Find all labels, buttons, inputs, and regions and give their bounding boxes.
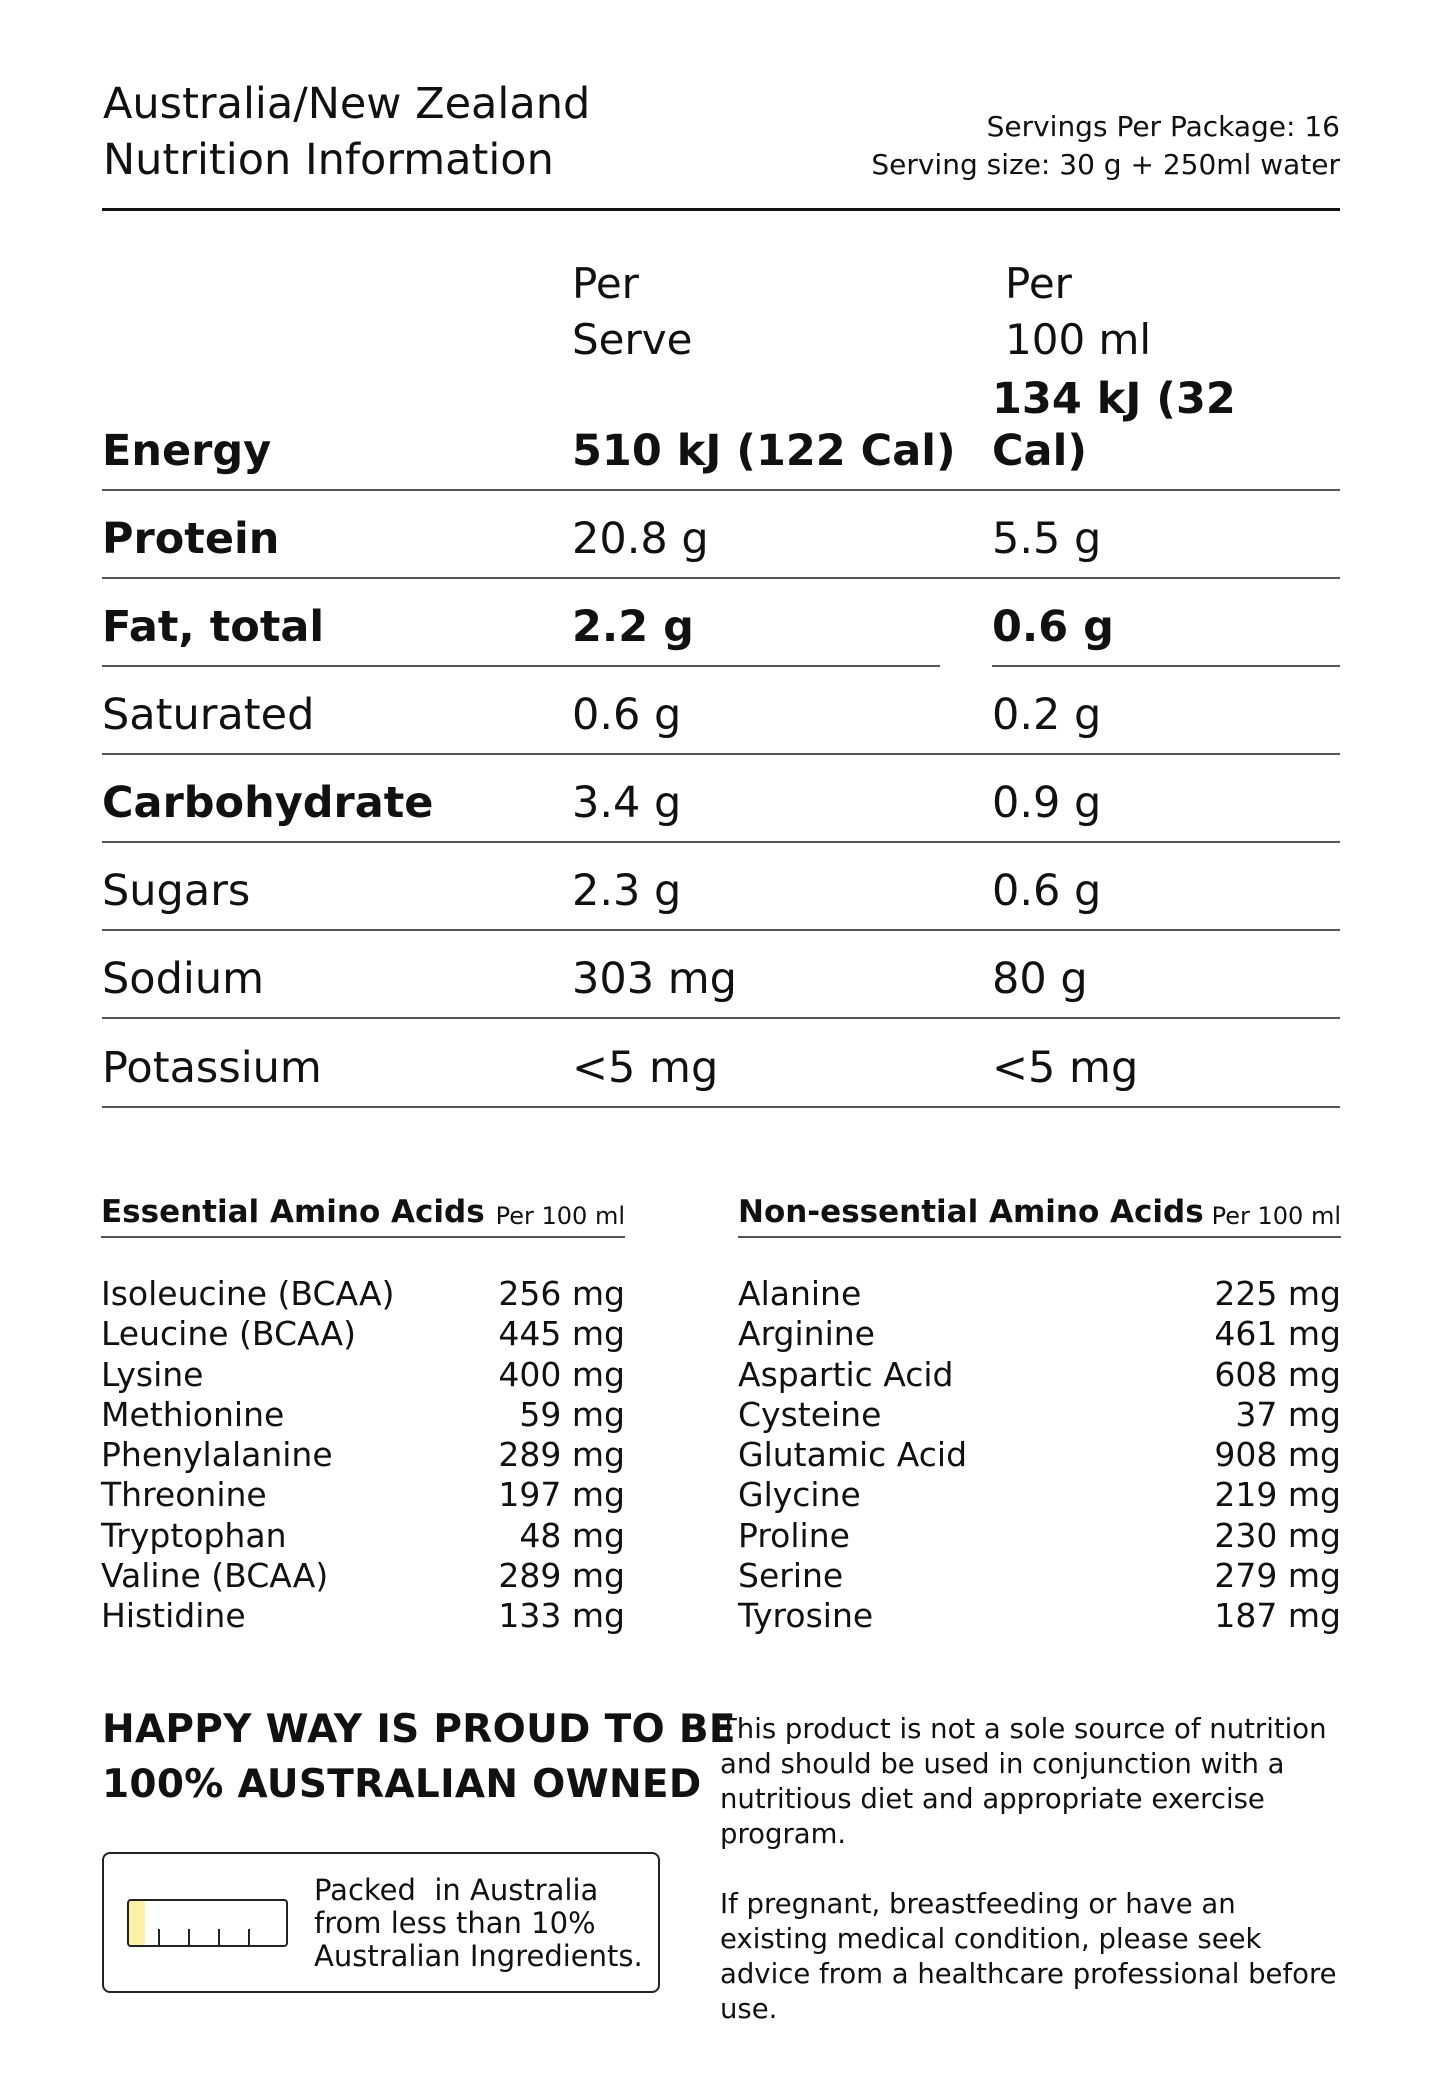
amino-name: Aspartic Acid — [738, 1354, 954, 1394]
list-item — [101, 1435, 625, 1475]
nutrient-per-100ml: 80 g — [992, 954, 1088, 1004]
row-divider — [102, 1106, 1340, 1108]
amino-value: 197 mg — [498, 1475, 625, 1515]
list-item — [101, 1596, 625, 1636]
list-item — [738, 1516, 1341, 1556]
nutrient-per-100ml: 0.2 g — [992, 690, 1102, 740]
page-title — [103, 76, 590, 188]
amino-value: 59 mg — [519, 1394, 625, 1434]
essential-list — [101, 1274, 625, 1637]
packed-line-2: from less than 10% — [314, 1906, 596, 1940]
amino-name: Serine — [738, 1556, 844, 1596]
list-item — [101, 1274, 625, 1314]
amino-value: 219 mg — [1214, 1475, 1341, 1515]
amino-value: 230 mg — [1214, 1515, 1341, 1555]
essential-title: Essential Amino Acids — [101, 1194, 485, 1230]
amino-name: Glutamic Acid — [738, 1435, 968, 1475]
bar-tick — [248, 1929, 250, 1945]
amino-name: Proline — [738, 1515, 850, 1555]
nutrient-label: Carbohydrate — [102, 778, 434, 828]
nutrient-per-serve: 2.2 g — [572, 602, 694, 652]
nutrient-per-100ml: <5 mg — [992, 1043, 1139, 1093]
bar-tick — [188, 1929, 190, 1945]
nonessential-list — [738, 1274, 1341, 1637]
nutrient-per-100ml: 134 kJ (32 Cal) — [992, 374, 1236, 476]
nutrient-per-serve: 20.8 g — [572, 514, 709, 564]
list-item — [738, 1314, 1341, 1354]
list-item — [101, 1475, 625, 1515]
list-item — [101, 1516, 625, 1556]
title-line-1: Australia/New Zealand — [103, 79, 591, 129]
list-item — [738, 1274, 1341, 1314]
bar-tick — [158, 1929, 160, 1945]
amino-name: Cysteine — [738, 1394, 882, 1434]
amino-name: Threonine — [101, 1475, 267, 1515]
nutrient-per-serve: 2.3 g — [572, 866, 682, 916]
nutrient-per-serve: 0.6 g — [572, 690, 682, 740]
nutrient-per-serve: 303 mg — [572, 954, 737, 1004]
amino-value: 37 mg — [1235, 1394, 1341, 1434]
list-item — [101, 1314, 625, 1354]
nutrient-per-100ml: 0.6 g — [992, 602, 1114, 652]
list-item — [738, 1596, 1341, 1636]
essential-per: Per 100 ml — [495, 1202, 625, 1230]
amino-name: Tyrosine — [738, 1596, 874, 1636]
amino-value: 400 mg — [498, 1354, 625, 1394]
amino-value: 187 mg — [1214, 1596, 1341, 1636]
amino-name: Alanine — [738, 1274, 862, 1313]
packed-line-3: Australian Ingredients. — [314, 1939, 643, 1973]
amino-name: Isoleucine (BCAA) — [101, 1274, 395, 1313]
nonessential-amino-acids — [738, 1196, 1341, 1637]
proud-line-2: 100% AUSTRALIAN OWNED — [102, 1762, 702, 1807]
nutrient-row-saturated — [102, 667, 1340, 755]
nutrient-label: Sugars — [102, 866, 251, 916]
amino-value: 256 mg — [498, 1274, 625, 1313]
nutrient-row-sugars — [102, 843, 1340, 931]
australian-owned-statement — [102, 1702, 736, 1812]
amino-name: Phenylalanine — [101, 1435, 333, 1475]
amino-name: Arginine — [738, 1314, 875, 1354]
list-item — [738, 1475, 1341, 1515]
list-item — [738, 1355, 1341, 1395]
bar-tick — [218, 1929, 220, 1945]
disclaimer — [720, 1712, 1340, 2062]
amino-name: Tryptophan — [101, 1515, 287, 1555]
column-head-per-100ml-line2: 100 ml — [1005, 315, 1152, 364]
amino-name: Methionine — [101, 1394, 285, 1434]
nutrient-row-energy — [102, 374, 1340, 491]
column-head-per-serve-line2: Serve — [572, 315, 693, 364]
amino-value: 445 mg — [498, 1314, 625, 1354]
nutrient-per-serve: <5 mg — [572, 1043, 719, 1093]
australian-ingredients-bar-fill — [129, 1901, 145, 1945]
serving-info — [871, 108, 1340, 184]
nutrient-row-protein — [102, 491, 1340, 579]
column-head-per-serve-line1: Per — [572, 259, 639, 308]
amino-value: 908 mg — [1214, 1435, 1341, 1475]
proud-line-1: HAPPY WAY IS PROUD TO BE — [102, 1707, 736, 1752]
nonessential-title: Non-essential Amino Acids — [738, 1194, 1204, 1230]
title-line-2: Nutrition Information — [103, 135, 554, 185]
nutrient-per-100ml: 0.9 g — [992, 778, 1102, 828]
amino-value: 608 mg — [1214, 1354, 1341, 1394]
nutrient-label: Protein — [102, 514, 280, 564]
nonessential-per: Per 100 ml — [1211, 1202, 1341, 1230]
nutrient-row-sodium — [102, 931, 1340, 1019]
nutrient-label: Energy — [102, 426, 272, 476]
nutrient-label: Potassium — [102, 1043, 322, 1093]
nonessential-header — [738, 1196, 1341, 1238]
list-item — [101, 1395, 625, 1435]
disclaimer-paragraph-2: If pregnant, breastfeeding or have an existing medical condition, please seek advice from a healthcare professional before use. — [720, 1888, 1337, 2025]
nutrient-row-potassium — [102, 1020, 1340, 1108]
amino-value: 225 mg — [1214, 1274, 1341, 1313]
column-head-per-100ml-line1: Per — [1005, 259, 1072, 308]
nutrient-per-100ml: 5.5 g — [992, 514, 1102, 564]
amino-value: 133 mg — [498, 1596, 625, 1636]
list-item — [738, 1435, 1341, 1475]
essential-header — [101, 1196, 625, 1238]
australian-ingredients-bar-icon — [127, 1899, 288, 1947]
list-item — [101, 1556, 625, 1596]
nutrient-per-serve: 510 kJ (122 Cal) — [572, 426, 956, 476]
packed-in-australia-text — [314, 1874, 643, 1973]
amino-value: 279 mg — [1214, 1556, 1341, 1596]
column-head-per-serve — [572, 256, 692, 368]
amino-name: Leucine (BCAA) — [101, 1314, 356, 1354]
amino-value: 289 mg — [498, 1435, 625, 1475]
row-divider — [102, 1017, 1340, 1019]
disclaimer-paragraph-1: This product is not a sole source of nutrition and should be used in conjunction with a nutritious diet and appropriate exercise program. — [720, 1713, 1327, 1850]
header-divider — [102, 208, 1340, 211]
servings-per-package: Servings Per Package: 16 — [986, 110, 1340, 143]
amino-name: Valine (BCAA) — [101, 1556, 329, 1596]
country-of-origin-label — [102, 1852, 660, 1993]
amino-value: 289 mg — [498, 1556, 625, 1596]
amino-name: Lysine — [101, 1354, 204, 1394]
nutrient-label: Saturated — [102, 690, 315, 740]
serving-size: Serving size: 30 g + 250ml water — [871, 148, 1340, 181]
amino-value: 461 mg — [1214, 1314, 1341, 1354]
packed-line-1: Packed in Australia — [314, 1873, 599, 1907]
list-item — [738, 1556, 1341, 1596]
nutrient-row-carbohydrate — [102, 755, 1340, 843]
essential-amino-acids — [101, 1196, 625, 1637]
amino-name: Histidine — [101, 1596, 246, 1636]
list-item — [101, 1355, 625, 1395]
amino-name: Glycine — [738, 1475, 861, 1515]
list-item — [738, 1395, 1341, 1435]
nutrient-label: Sodium — [102, 954, 264, 1004]
nutrient-label: Fat, total — [102, 602, 325, 652]
nutrient-per-serve: 3.4 g — [572, 778, 682, 828]
column-head-per-100ml — [1005, 256, 1151, 368]
nutrient-row-fat-total — [102, 579, 1340, 667]
amino-value: 48 mg — [519, 1515, 625, 1555]
nutrient-per-100ml: 0.6 g — [992, 866, 1102, 916]
